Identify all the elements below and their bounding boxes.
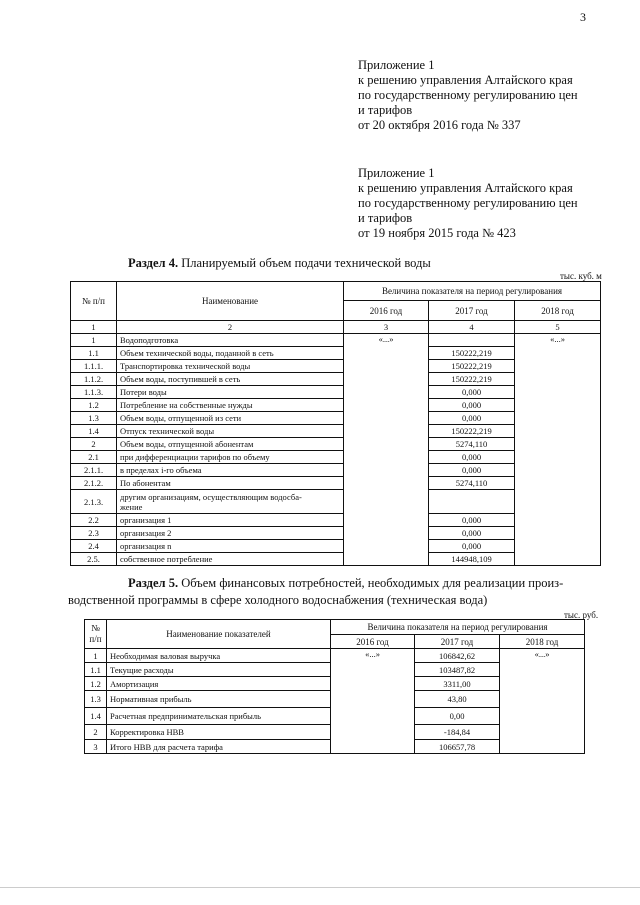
col-number: 3 — [344, 321, 429, 334]
appendix-line: и тарифов — [358, 211, 413, 225]
section5-table — [84, 619, 585, 754]
col-header-name: Наименование показателей — [107, 620, 331, 649]
col-header-2018: 2018 год — [515, 301, 601, 321]
table-row: 1.1 Объем технической воды, поданной в сеть 150222,219 — [71, 347, 601, 360]
table-row: 1.4 Расчетная предпринимательская прибыль 0,00 — [85, 708, 585, 725]
col-header-num: № п/п — [85, 620, 107, 649]
table-row: 1.1 Текущие расходы 103487,82 — [85, 663, 585, 677]
appendix-line: и тарифов — [358, 103, 413, 117]
col-number: 2 — [117, 321, 344, 334]
col-header-name: Наименование — [117, 282, 344, 321]
appendix-line: от 19 ноября 2015 года № 423 — [358, 226, 516, 240]
table-row: 2.1.1. в пределах i-го объема 0,000 — [71, 464, 601, 477]
appendix-line: к решению управления Алтайского края — [358, 181, 573, 195]
table-row: 2 Корректировка НВВ -184,84 — [85, 725, 585, 740]
col-header-period: Величина показателя на период регулирования — [344, 282, 601, 301]
col-header-2018: 2018 год — [500, 635, 585, 649]
appendix-line: по государственному регулированию цен — [358, 88, 578, 102]
section4-title: Раздел 4. Планируемый объем подачи технической воды — [128, 256, 431, 270]
appendix-line: Приложение 1 — [358, 58, 435, 72]
table-row: 1.1.3. Потери воды 0,000 — [71, 386, 601, 399]
section4-table — [70, 281, 601, 566]
section5-units: тыс. руб. — [564, 610, 599, 620]
table-row: 1.1.1. Транспортировка технической воды 150222,219 — [71, 360, 601, 373]
section5-title: Раздел 5. Объем финансовых потребностей, необходимых для реализации произ- — [128, 576, 564, 590]
appendix-line: от 20 октября 2016 года № 337 — [358, 118, 521, 132]
table-row: 3 Итого НВВ для расчета тарифа 106657,78 — [85, 740, 585, 754]
section4-units: тыс. куб. м — [560, 271, 602, 281]
appendix-line: по государственному регулированию цен — [358, 196, 578, 210]
col-header-2016: 2016 год — [344, 301, 429, 321]
scan-edge-divider — [0, 887, 640, 888]
table-row: 2.4 организация n 0,000 — [71, 540, 601, 553]
col-number: 4 — [429, 321, 515, 334]
appendix-header-original — [358, 166, 578, 241]
table-row: 2.1.2. По абонентам 5274,110 — [71, 477, 601, 490]
table-row: 2.3 организация 2 0,000 — [71, 527, 601, 540]
col-header-2017: 2017 год — [415, 635, 500, 649]
table-row: 1.2 Амортизация 3311,00 — [85, 677, 585, 691]
table-row: 2.1 при дифференциации тарифов по объему 0,000 — [71, 451, 601, 464]
appendix-line: к решению управления Алтайского края — [358, 73, 573, 87]
table-row: 1 Водоподготовка «...» «...» — [71, 334, 601, 347]
table-row: 1.2 Потребление на собственные нужды 0,000 — [71, 399, 601, 412]
col-header-2017: 2017 год — [429, 301, 515, 321]
appendix-line: Приложение 1 — [358, 166, 435, 180]
placeholder-2016: «...» — [344, 334, 429, 566]
section5-title-line2: водственной программы в сфере холодного водоснабжения (техническая вода) — [68, 593, 488, 607]
table-row: 2.1.3. другим организациям, осуществляющим водосбa- жение — [71, 490, 601, 514]
table-row: 1.3 Объем воды, отпущенной из сети 0,000 — [71, 412, 601, 425]
appendix-header-current — [358, 58, 578, 133]
col-header-period: Величина показателя на период регулирования — [331, 620, 585, 635]
placeholder-2018: «...» — [515, 334, 601, 566]
col-header-num: № п/п — [71, 282, 117, 321]
page-number: 3 — [580, 10, 586, 24]
col-number: 1 — [71, 321, 117, 334]
table-row: 2.2 организация 1 0,000 — [71, 514, 601, 527]
table-row: 2.5. собственное потребление 144948,109 — [71, 553, 601, 566]
col-header-2016: 2016 год — [331, 635, 415, 649]
table-row: 2 Объем воды, отпущенной абонентам 5274,110 — [71, 438, 601, 451]
table-row: 1.1.2. Объем воды, поступившей в сеть 150222,219 — [71, 373, 601, 386]
col-number: 5 — [515, 321, 601, 334]
placeholder-2016: «...» — [331, 649, 415, 754]
table-row: 1.4 Отпуск технической воды 150222,219 — [71, 425, 601, 438]
table-row: 1 Необходимая валовая выручка «...» 106842,62 «...» — [85, 649, 585, 663]
table-row: 1.3 Нормативная прибыль 43,80 — [85, 691, 585, 708]
placeholder-2018: «...» — [500, 649, 585, 754]
